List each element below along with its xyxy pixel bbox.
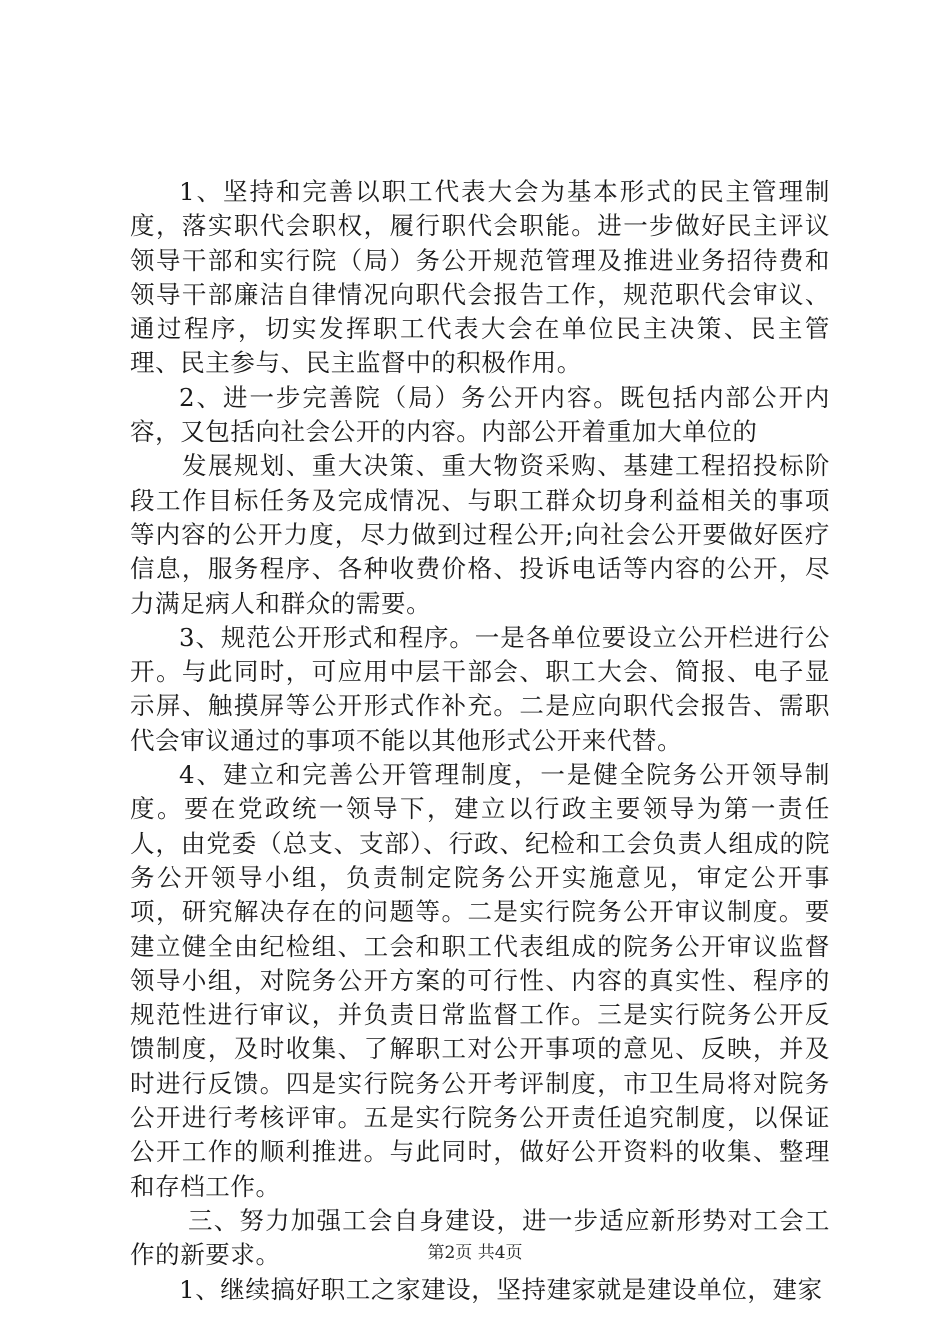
paragraph-2: 2、进一步完善院（局）务公开内容。既包括内部公开内容，又包括向社会公开的内容。内部公开着重加大单位的: [130, 382, 830, 447]
page-number-footer: 第2页 共4页: [427, 1243, 523, 1263]
paragraph-5: 4、建立和完善公开管理制度，一是健全院务公开领导制度。要在党政统一领导下，建立以行政主要领导为第一责任人，由党委（总支、支部）、行政、纪检和工会负责人组成的院务公开领导小组，负责制定院务公开实施意见，审定公开事项，研究解决存在的问题等。二是实行院务公开审议制度。要建立健全由纪检组、工会和职工代表组成的院务公开审议监督领导小组，对院务公开方案的可行性、内容的真实性、程序的规范性进行审议，并负责日常监督工作。三是实行院务公开反馈制度，及时收集、了解职工对公开事项的意见、反映，并及时进行反馈。四是实行院务公开考评制度，市卫生局将对院务公开进行考核评审。五是实行院务公开责任追究制度，以保证公开工作的顺利推进。与此同时，做好公开资料的收集、整理和存档工作。: [130, 760, 830, 1201]
paragraph-1: 1、坚持和完善以职工代表大会为基本形式的民主管理制度，落实职代会职权，履行职代会职能。进一步做好民主评议领导干部和实行院（局）务公开规范管理及推进业务招待费和领导干部廉洁自律情况向职代会报告工作，规范职代会审议、通过程序，切实发挥职工代表大会在单位民主决策、民主管理、民主参与、民主监督中的积极作用。: [130, 177, 830, 378]
paragraph-6: 1、继续搞好职工之家建设，坚持建家就是建设单位，建家: [179, 1274, 823, 1304]
paragraph-3: 发展规划、重大决策、重大物资采购、基建工程招投标阶段工作目标任务及完成情况、与职工群众切身利益相关的事项等内容的公开力度，尽力做到过程公开;向社会公开要做好医疗信息，服务程序、各种收费价格、投诉电话等内容的公开，尽力满足病人和群众的需要。: [130, 451, 830, 618]
paragraph-4: 3、规范公开形式和程序。一是各单位要设立公开栏进行公开。与此同时，可应用中层干部会、职工大会、简报、电子显示屏、触摸屏等公开形式作补充。二是应向职代会报告、需职代会审议通过的事项不能以其他形式公开来代替。: [130, 622, 830, 755]
section-heading-3: 三、努力加强工会自身建设，进一步适应新形势对工会工作的新要求。: [130, 1205, 830, 1270]
document-body: [130, 175, 830, 1307]
